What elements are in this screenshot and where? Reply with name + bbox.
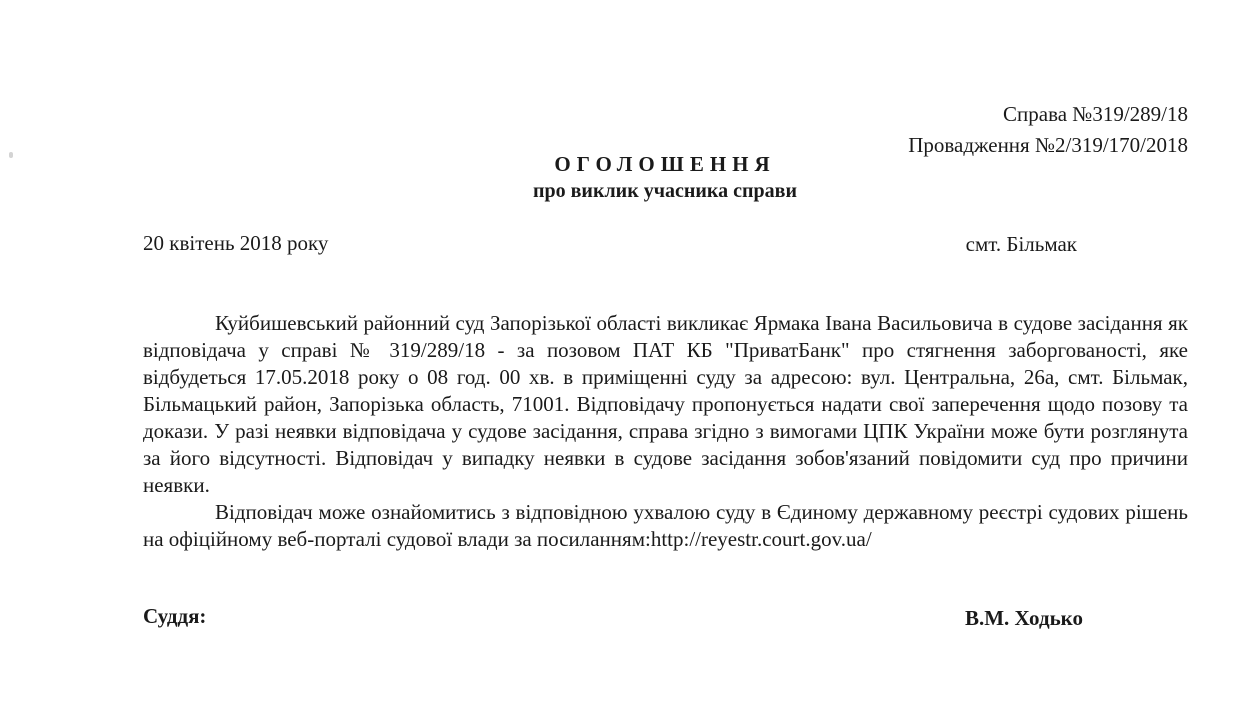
proceeding-number: Провадження №2/319/170/2018 — [908, 133, 1188, 157]
document-place: смт. Більмак — [965, 232, 1077, 256]
announcement-subtitle: про виклик учасника справи — [532, 180, 798, 202]
body-paragraph: Куйбишевський районний суд Запорізької області викликає Ярмака Івана Васильовича в судове засідання як відповідача у справі № 319/289/18 - за позовом ПАТ КБ "ПриватБанк" про стягнення заборгованості, яке відбудеться 17.05.2018 року о 08 год. 00 хв. в приміщенні суду за адресою: вул. Центральна, 26а, смт. Більмак, Більмацький район, Запорізька область, 71001. Відповідачу пропонується надати свої заперечення щодо позову та докази. У разі неявки відповідача у судове засідання, справа згідно з вимогами ЦПК України може бути розглянута за його відсутності. Відповідач у випадку неявки в судове засідання зобов'язаний повідомити суд про причини неявки. — [143, 311, 1188, 497]
signature-name: В.М. Ходько — [964, 606, 1083, 630]
case-number: Справа №319/289/18 — [1003, 102, 1188, 126]
document-date: 20 квітень 2018 року — [143, 231, 329, 255]
body-paragraph: Відповідач може ознайомитись з відповідною ухвалою суду в Єдиному державному реєстрі судових рішень на офіційному веб-порталі судової влади за посиланням:http://reyestr.court.gov.ua/ — [143, 500, 1188, 551]
signature-role: Суддя: — [143, 604, 207, 628]
announcement-body — [143, 310, 1188, 553]
announcement-title: ОГОЛОШЕННЯ — [554, 152, 776, 176]
